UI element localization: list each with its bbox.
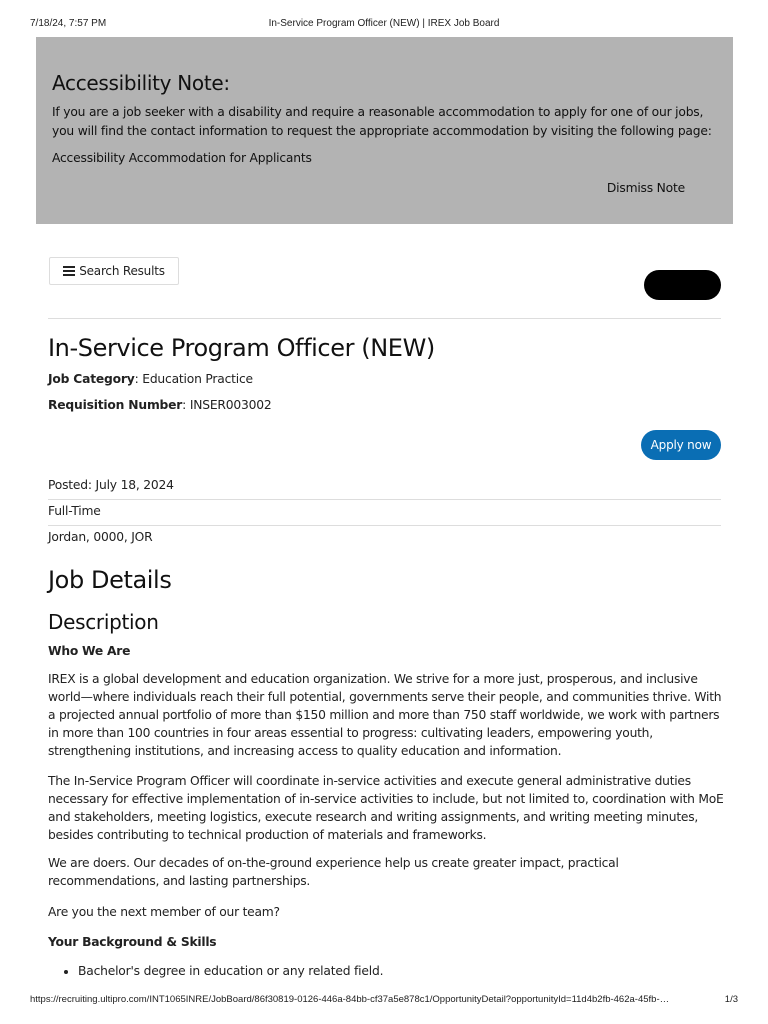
divider (48, 318, 721, 319)
print-page-title: In-Service Program Officer (NEW) | IREX Job Board (268, 18, 500, 29)
skills-item: • Bachelor's degree in education or any related field. (78, 962, 383, 980)
job-title: In-Service Program Officer (NEW) (48, 334, 435, 362)
print-datetime: 7/18/24, 7:57 PM (30, 18, 107, 29)
accessibility-note (36, 37, 733, 224)
posted-date: Posted: July 18, 2024 (48, 478, 174, 492)
apply-now-button[interactable]: Apply now (641, 430, 721, 460)
print-url: https://recruiting.ultipro.com/INT1065INRE/JobBoard/86f30819-0126-446a-84bb-cf37a5e878c1/OpportunityDetail?opportunityId=11d4b2fb-462a-45fb-… (30, 994, 670, 1005)
job-details-heading: Job Details (48, 566, 172, 594)
print-footer (0, 994, 768, 1008)
description-paragraph-1: IREX is a global development and education organization. We strive for a more just, prosperous, and inclusive world—where individuals reach their full potential, governments serve their people, and communities thrive. With a projected annual portfolio of more than $150 million and more than 750 staff worldwide, we work with partners in more than 100 countries in four areas essential to progress: cultivating leaders, empowering youth, strengthening institutions, and increasing access to quality education and information. (48, 672, 722, 758)
accessibility-text: If you are a job seeker with a disability and require a reasonable accommodation to apply for one of our jobs, you will find the contact information to request the appropriate accommodation by visiting the following page: (52, 105, 712, 138)
description-paragraph-4: Are you the next member of our team? (48, 905, 280, 919)
accessibility-heading: Accessibility Note: (52, 71, 230, 95)
divider (48, 525, 721, 526)
redacted-button[interactable] (644, 270, 721, 300)
requisition-label: Requisition Number (48, 398, 183, 412)
search-results-label: Search Results (79, 264, 165, 278)
requisition-number: Requisition Number: INSER003002 (48, 398, 272, 412)
accessibility-accommodation-link[interactable]: Accessibility Accommodation for Applicants (52, 151, 312, 165)
print-page-number: 1/3 (724, 994, 738, 1005)
requisition-value: INSER003002 (189, 398, 272, 412)
skills-heading: Your Background & Skills (48, 935, 217, 949)
description-heading: Description (48, 610, 159, 634)
job-category-value: Education Practice (142, 372, 253, 386)
print-header (0, 18, 768, 32)
job-location: Jordan, 0000, JOR (48, 530, 153, 544)
list-icon (63, 266, 75, 276)
job-category: Job Category: Education Practice (48, 372, 253, 386)
who-we-are-heading: Who We Are (48, 644, 131, 658)
search-results-button[interactable] (49, 257, 179, 285)
divider (48, 499, 721, 500)
description-paragraph-2: The In-Service Program Officer will coordinate in-service activities and execute general administrative duties necessary for effective implementation of in-service activities to include, but not limited to, coordination with MoE and stakeholders, meeting logistics, execute research and writing assignments, and writing meeting minutes, besides contributing to technical production of materials and frameworks. (48, 774, 724, 842)
employment-type: Full-Time (48, 504, 101, 518)
dismiss-note-button[interactable]: Dismiss Note (606, 181, 685, 195)
job-category-label: Job Category (48, 372, 135, 386)
description-paragraph-3: We are doers. Our decades of on-the-ground experience help us create greater impact, practical recommendations, and lasting partnerships. (48, 856, 619, 888)
skills-list (48, 962, 383, 980)
